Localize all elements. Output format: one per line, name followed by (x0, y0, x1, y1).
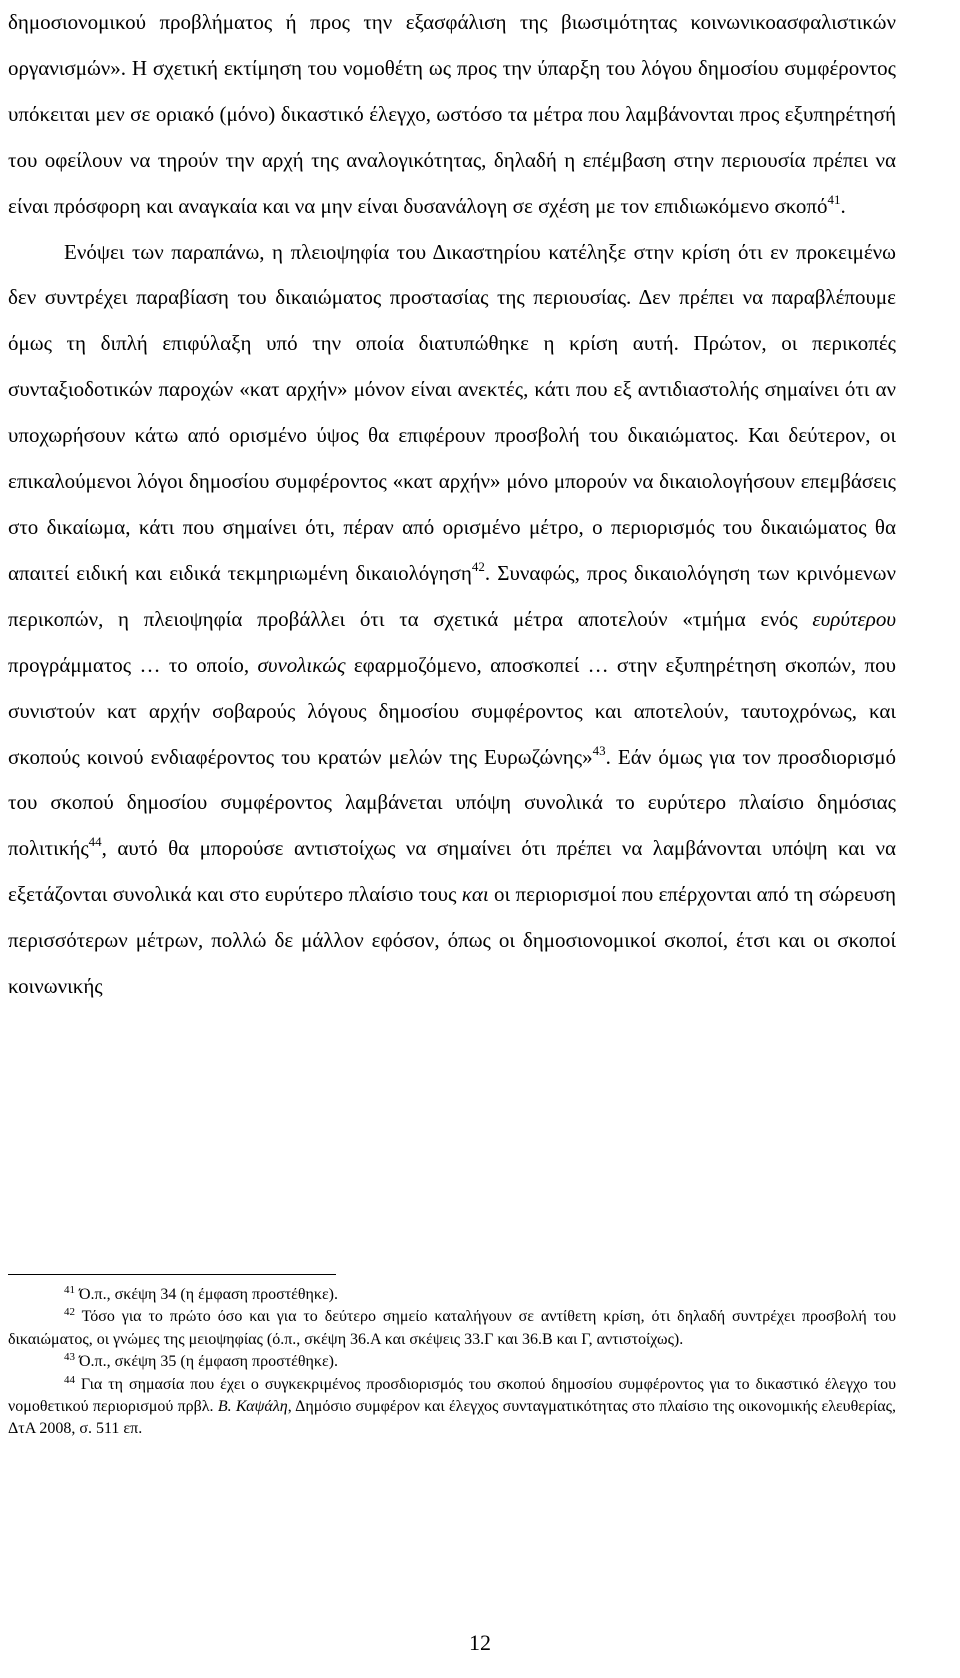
footnote-ref[interactable]: 42 (471, 558, 485, 574)
footnote-43: $^{43}$ Ό.π., σκέψη 35 (η έμφαση προστέθηκε). (64, 1351, 338, 1371)
footnote-ref[interactable]: 44 (88, 834, 102, 850)
page-number: 12 (469, 1630, 491, 1655)
footnote-ref[interactable]: 41 (827, 191, 841, 207)
footnote-number: 43 (64, 1351, 75, 1364)
footnote-number: 42 (64, 1306, 75, 1319)
emphasis: συνολικώς (257, 652, 346, 677)
footnote-41: $^{41}$ Ό.π., σκέψη 34 (η έμφαση προστέθηκε). (64, 1284, 338, 1303)
footnotes (8, 1284, 896, 1441)
body-text (8, 0, 896, 1010)
footnote-42: $^{42}$ Τόσο για το πρώτο όσο και για το δεύτερο σημείο καταλήγουν σε αντίθετη κρίση, ότι δηλαδή συντρέχει προσβολή του δικαιώματος, οι γνώμες της μειοψηφίας (ό.π., σκέψη 36.Α και σκέψεις 33.Γ και 36.Β και Γ, αντιστοίχως). (8, 1306, 896, 1348)
footnote-separator (8, 1274, 336, 1275)
paragraph: δημοσιονομικού προβλήματος ή προς την εξασφάλιση της βιωσιμότητας κοινωνικοασφαλιστικών οργανισμών». Η σχετική εκτίμηση του νομοθέτη ως προς την ύπαρξη του λόγου δημοσίου συμφέροντος υπόκειται μεν σε οριακό (μόνο) δικαστικό έλεγχο, ωστόσο τα μέτρα που λαμβάνονται προς εξυπηρέτησή του οφείλουν να τηρούν την αρχή της αναλογικότητας, δηλαδή η επέμβαση στην περιουσία πρέπει να είναι πρόσφορη και αναγκαία και να μην είναι δυσανάλογη σε σχέση με τον επιδιωκόμενο σκοπό$^{41}$. (8, 10, 896, 218)
emphasis: και (461, 882, 489, 907)
emphasis: ευρύτερου (812, 606, 896, 631)
footnote-44: $^{44}$ Για τη σημασία που έχει ο συγκεκριμένος προσδιορισμός του σκοπού δημοσίου συμφέροντος για το δικαστικό έλεγχο του νομοθετικού περιορισμού πρβλ. Β. Καψάλη, Δημόσιο συμφέρον και έλεγχος συνταγματικότητας στο πλαίσιο της οικονομικής ελευθερίας, ΔτΑ 2008, σ. 511 επ. (8, 1373, 896, 1438)
footnote-ref[interactable]: 43 (592, 742, 606, 758)
paragraph: Ενόψει των παραπάνω, η πλειοψηφία του Δικαστηρίου κατέληξε στην κρίση ότι εν προκειμένω δεν συντρέχει παραβίαση του δικαιώματος προστασίας της περιουσίας. Δεν πρέπει να παραβλέπουμε όμως τη διπλή επιφύλαξη υπό την οποία διατυπώθηκε η κρίση αυτή. Πρώτον, οι περικοπές συνταξιοδοτικών παροχών «κατ αρχήν» μόνον είναι ανεκτές, κάτι που εξ αντιδιαστολής σημαίνει ότι αν υποχωρήσουν κάτω από ορισμένο ύψος θα επιφέρουν προσβολή του δικαιώματος. Και δεύτερον, οι επικαλούμενοι λόγοι δημοσίου συμφέροντος «κατ αρχήν» μόνο μπορούν να δικαιολογήσουν επεμβάσεις στο δικαίωμα, κάτι που σημαίνει ότι, πέραν από ορισμένο μέτρο, ο περιορισμός του δικαιώματος θα απαιτεί ειδική και ειδικά τεκμηριωμένη δικαιολόγηση$^{42}$. Συναφώς, προς δικαιολόγηση των κρινόμενων περικοπών, η πλειοψηφία προβάλλει ότι τα σχετικά μέτρα αποτελούν «τμήμα ενός ευρύτερου προγράμματος … το οποίο, συνολικώς εφαρμοζόμενο, αποσκοπεί … στην εξυπηρέτηση σκοπών, που συνιστούν κατ αρχήν σοβαρούς λόγους δημοσίου συμφέροντος και αποτελούν, ταυτοχρόνως, και σκοπούς κοινού ενδιαφέροντος του κρατών μελών της Ευρωζώνης»$^{43}$. Εάν όμως για τον προσδιορισμό του σκοπού δημοσίου συμφέροντος λαμβάνεται υπόψη συνολικά το ευρύτερο πλαίσιο δημόσιας πολιτικής$^{44}$, αυτό θα μπορούσε αντιστοίχως να σημαίνει ότι πρέπει να λαμβάνονται υπόψη και να εξετάζονται συνολικά και στο ευρύτερο πλαίσιο τους και οι περιορισμοί που επέρχονται από τη σώρευση περισσότερων μέτρων, πολλώ δε μάλλον εφόσον, όπως οι δημοσιονομικοί σκοποί, έτσι και οι σκοποί κοινωνικής (8, 239, 897, 999)
footnote-number: 44 (64, 1373, 75, 1386)
author-name: Β. Καψάλη (217, 1398, 288, 1416)
footnote-number: 41 (64, 1284, 75, 1296)
